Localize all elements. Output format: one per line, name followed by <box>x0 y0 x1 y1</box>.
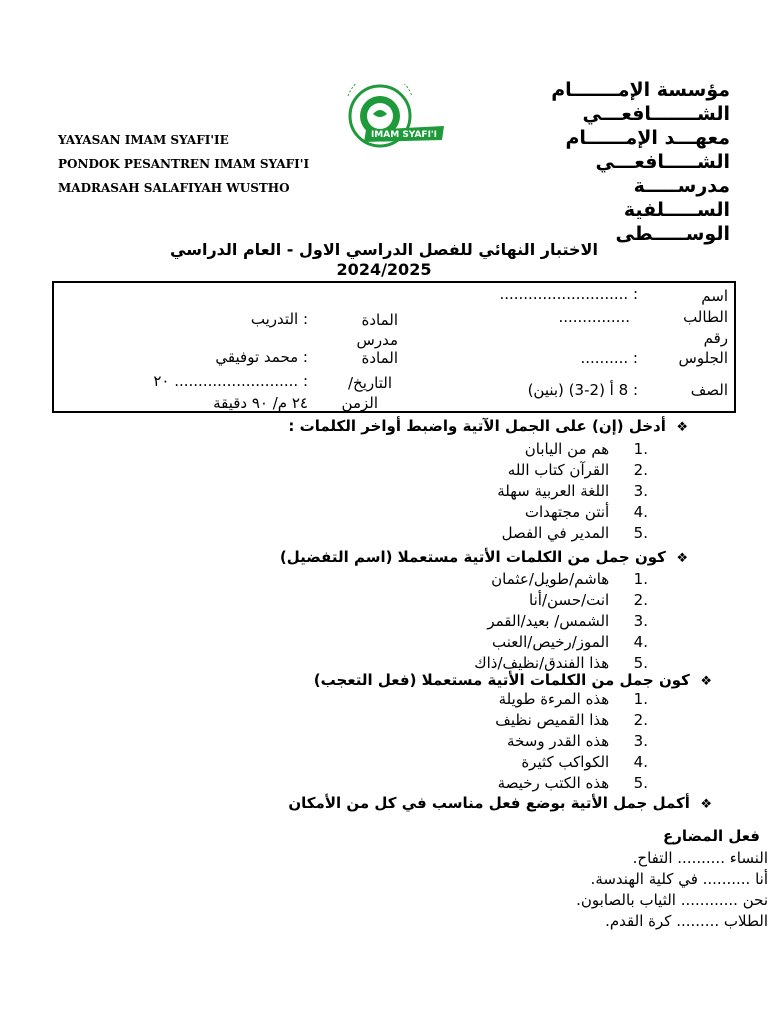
student-name-label-2: الطالب <box>683 308 728 326</box>
section-4-title-text: أكمل جمل الأتية بوضع فعل مناسب في كل من الأمكان <box>288 794 690 812</box>
arabic-line-6: الســـــلفية <box>623 199 730 221</box>
section-2-list <box>474 569 648 674</box>
section-1-list <box>497 439 648 544</box>
list-item: أنا .......... في كلية الهندسة. <box>590 870 768 888</box>
list-item: .5 هذه الكتب رخيصة <box>497 774 648 792</box>
latin-line-1: YAYASAN IMAM SYAFI'IE <box>58 133 229 147</box>
teacher-value: : محمد توفيقي <box>215 348 308 366</box>
latin-line-2: PONDOK PESANTREN IMAM SYAFI'I <box>58 157 310 171</box>
date-label-2: الزمن <box>341 394 378 412</box>
student-info-box <box>52 281 736 413</box>
section-4-title <box>288 794 712 812</box>
latin-line-3: MADRASAH SALAFIYAH WUSTHO <box>58 181 290 195</box>
list-item: .1 هم من اليابان <box>524 440 648 458</box>
subject-label: المادة <box>361 311 398 329</box>
arabic-line-4: الشـــــافعـــي <box>595 151 730 173</box>
section-2-title-text: كون جمل من الكلمات الأتية مستعملا (اسم التفضيل) <box>279 548 666 566</box>
seat-label-2: الجلوس <box>678 349 728 367</box>
list-item: .3 الشمس/ بعيد/القمر <box>487 612 648 630</box>
list-item: .2 القرآن كتاب الله <box>507 461 648 479</box>
seat-value: : .......... <box>580 349 638 367</box>
section-3-title-text: كون جمل من الكلمات الأتية مستعملا (فعل التعجب) <box>313 671 690 689</box>
time-value: ٢٤ م/ ٩٠ دقيقة <box>213 394 308 412</box>
section-1-title-text: أدخل (إن) على الجمل الآتية واضبط أواخر الكلمات : <box>288 417 666 435</box>
exam-title <box>60 240 708 280</box>
institution-latin-block <box>58 128 309 200</box>
list-item: .5 هذا الفندق/نظيف/ذاك <box>474 654 648 672</box>
diamond-bullet-icon: ❖ <box>676 551 688 566</box>
arabic-line-3: معهـــد الإمــــــام <box>565 127 730 149</box>
list-item: .5 المدير في الفصل <box>501 524 648 542</box>
school-logo <box>336 84 448 154</box>
arabic-line-7: الوســـــطى <box>615 223 730 245</box>
date-label-1: التاريخ/ <box>348 374 392 392</box>
date-value: : .......................... ٢٠ <box>153 372 308 390</box>
arabic-line-5: مدرســـــة <box>633 175 730 197</box>
list-item: .4 الموز/رخيص/العنب <box>492 633 648 651</box>
student-name-dots-2: ............... <box>558 308 630 326</box>
exam-title-line-1: الاختبار النهائي للفصل الدراسي الاول - العام الدراسي <box>170 240 598 259</box>
list-item: النساء .......... التفاح. <box>632 849 768 867</box>
list-item: .2 انت/حسن/أنا <box>529 591 648 609</box>
section-3-list <box>495 689 648 794</box>
class-label: الصف <box>690 381 728 399</box>
teacher-label-2: المادة <box>361 349 398 367</box>
list-item: نحن ............ الثياب بالصابون. <box>576 891 768 909</box>
section-2-title <box>280 548 688 566</box>
logo-banner-text: IMAM SYAFI'I <box>370 130 438 140</box>
subject-value: : التدريب <box>250 310 308 328</box>
arabic-line-1: مؤسسة الإمـــــــام <box>551 79 730 101</box>
list-item: .3 هذه القدر وسخة <box>507 732 648 750</box>
list-item: .1 هاشم/طويل/عثمان <box>491 570 648 588</box>
section-4-list <box>576 848 768 932</box>
diamond-bullet-icon: ❖ <box>700 674 712 689</box>
list-item: .4 الكواكب كثيرة <box>521 753 648 771</box>
list-item: .1 هذه المرءة طويلة <box>498 690 648 708</box>
section-1-title <box>288 417 688 435</box>
exam-title-line-2: 2024/2025 <box>336 260 432 279</box>
section-4-title-cont: فعل المضارع <box>662 827 760 845</box>
diamond-bullet-icon: ❖ <box>676 420 688 435</box>
list-item: الطلاب ......... كرة القدم. <box>605 912 768 930</box>
student-name-value: : ........................... <box>499 285 638 303</box>
seat-label-1: رقم <box>703 329 728 347</box>
list-item: .4 أنتن مجتهدات <box>524 503 648 521</box>
list-item: .2 هذا القميص نظيف <box>495 711 648 729</box>
section-3-title <box>314 671 712 689</box>
arabic-line-2: الشـــــــافعـــي <box>582 103 730 125</box>
institution-arabic-block <box>470 78 730 246</box>
diamond-bullet-icon: ❖ <box>700 797 712 812</box>
teacher-label-1: مدرس <box>356 331 398 349</box>
list-item: .3 اللغة العربية سهلة <box>497 482 648 500</box>
class-value: : 8 أ (2-3) (بنين) <box>527 381 638 399</box>
student-name-label: اسم <box>701 287 728 305</box>
